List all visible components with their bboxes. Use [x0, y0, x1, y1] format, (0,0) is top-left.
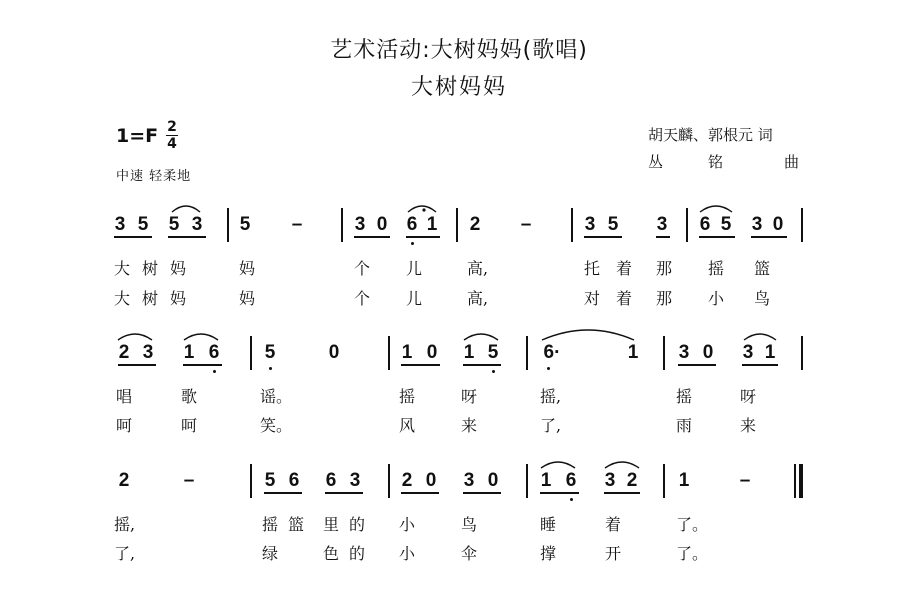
note: 1	[540, 470, 552, 491]
lyric: 那	[655, 259, 672, 278]
lyric: 着	[615, 259, 632, 278]
lyric: 妈	[238, 259, 255, 278]
note: 0	[328, 342, 340, 363]
note: 3	[604, 470, 616, 491]
lyric: 小	[707, 289, 724, 308]
note: 0	[772, 214, 784, 235]
lyric: 摇	[675, 387, 692, 406]
lyric: 对	[583, 289, 600, 308]
lyric: 大	[113, 259, 130, 278]
note: 5	[607, 214, 619, 235]
note: 3	[742, 342, 754, 363]
tempo-marking: 中速 轻柔地	[116, 169, 192, 184]
note: 3	[114, 214, 126, 235]
lyric: 儿	[405, 289, 422, 308]
note: 5	[137, 214, 149, 235]
lyric: 呀	[739, 387, 756, 406]
slur	[172, 206, 200, 212]
note: 6	[288, 470, 300, 491]
lyric: 开	[604, 544, 621, 563]
dash: –	[520, 214, 532, 235]
lyric: 风	[398, 416, 415, 435]
lyric: 摇	[261, 515, 278, 534]
lyric: 笑。	[260, 416, 293, 435]
meter-bottom: 4	[167, 136, 177, 152]
dash: –	[739, 470, 751, 491]
note: 5	[264, 342, 276, 363]
lyric: 唱	[115, 387, 132, 406]
note: 6	[325, 470, 337, 491]
note: 3	[142, 342, 154, 363]
lyricist-credit: 胡天麟、郭根元 词	[648, 126, 773, 144]
lyric: 了。	[676, 544, 709, 563]
slur	[542, 330, 634, 340]
lyric: 鸟	[460, 515, 477, 534]
note: 5	[487, 342, 499, 363]
composer-suffix: 曲	[784, 153, 800, 171]
slur	[118, 334, 152, 340]
note: 3	[349, 470, 361, 491]
note: 5	[720, 214, 732, 235]
lyric: 那	[655, 289, 672, 308]
lyric: 了,	[114, 544, 136, 563]
lyric: 呵	[115, 416, 132, 435]
lyric: 妈	[169, 289, 186, 308]
note: 1	[401, 342, 413, 363]
song-title: 大树妈妈	[410, 75, 507, 100]
lyric: 妈	[238, 289, 255, 308]
note: 3	[656, 214, 668, 235]
lyric: 个	[353, 259, 370, 278]
lyric: 呀	[460, 387, 477, 406]
note: 0	[702, 342, 714, 363]
lyric: 小	[398, 515, 415, 534]
lyric: 托	[583, 259, 600, 278]
lyric: 个	[353, 289, 370, 308]
lyric: 摇,	[114, 515, 136, 534]
high-octave-dot	[422, 208, 425, 211]
note: 3	[584, 214, 596, 235]
composer-credit: 丛 铭	[648, 153, 724, 171]
lyric: 绿	[261, 544, 278, 563]
lyric: 高,	[467, 289, 489, 308]
lyric: 歌	[180, 387, 197, 406]
slur	[605, 462, 639, 468]
note: 0	[426, 342, 438, 363]
slur	[184, 334, 218, 340]
lyric: 来	[460, 416, 477, 435]
note: 2	[469, 214, 481, 235]
lyric: 睡	[539, 515, 556, 534]
note: 2	[118, 342, 130, 363]
note: 5	[168, 214, 180, 235]
slur	[700, 206, 732, 212]
note: 3	[678, 342, 690, 363]
key-signature: 1=F	[116, 125, 159, 147]
lyric: 的	[348, 515, 365, 534]
note: 3	[751, 214, 763, 235]
note: 1	[764, 342, 776, 363]
note: 3	[191, 214, 203, 235]
note: 3	[463, 470, 475, 491]
lyric: 高,	[467, 259, 489, 278]
note: 3	[354, 214, 366, 235]
note: 2	[118, 470, 130, 491]
note: 6·	[543, 342, 561, 363]
note: 5	[239, 214, 251, 235]
lyric: 谣。	[260, 387, 293, 406]
note: 5	[264, 470, 276, 491]
note: 1	[426, 214, 438, 235]
lyric: 摇	[707, 259, 724, 278]
lyric: 呵	[180, 416, 197, 435]
lyric: 着	[604, 515, 621, 534]
slur	[744, 334, 776, 340]
lyric: 伞	[460, 544, 477, 563]
note: 0	[487, 470, 499, 491]
lyric: 里	[322, 515, 339, 534]
note: 0	[425, 470, 437, 491]
note: 0	[376, 214, 388, 235]
note: 1	[678, 470, 690, 491]
lyric: 小	[398, 544, 415, 563]
lyric: 雨	[675, 416, 692, 435]
note: 1	[183, 342, 195, 363]
lyric: 鸟	[753, 289, 770, 308]
lyric: 篮	[753, 259, 770, 278]
lyric: 儿	[405, 259, 422, 278]
slur	[541, 462, 575, 468]
note: 6	[565, 470, 577, 491]
note: 1	[627, 342, 639, 363]
meter-top: 2	[167, 119, 177, 135]
lyric: 树	[141, 289, 158, 308]
page-title: 艺术活动:大树妈妈(歌唱)	[330, 38, 588, 63]
note: 1	[463, 342, 475, 363]
dash: –	[291, 214, 303, 235]
lyric: 树	[141, 259, 158, 278]
lyric: 了。	[676, 515, 709, 534]
slur	[464, 334, 498, 340]
lyric: 色	[322, 544, 339, 563]
note: 6	[208, 342, 220, 363]
lyric: 大	[113, 289, 130, 308]
note: 6	[406, 214, 418, 235]
lyric: 妈	[169, 259, 186, 278]
lyric: 摇	[398, 387, 415, 406]
lyric: 着	[615, 289, 632, 308]
slur	[408, 206, 436, 212]
lyric: 撑	[539, 544, 556, 563]
lyric: 的	[348, 544, 365, 563]
lyric: 摇,	[540, 387, 562, 406]
note: 6	[699, 214, 711, 235]
note: 2	[401, 470, 413, 491]
lyric: 了,	[540, 416, 562, 435]
lyric: 篮	[287, 515, 304, 534]
lyric: 来	[739, 416, 756, 435]
note: 2	[626, 470, 638, 491]
dash: –	[183, 470, 195, 491]
